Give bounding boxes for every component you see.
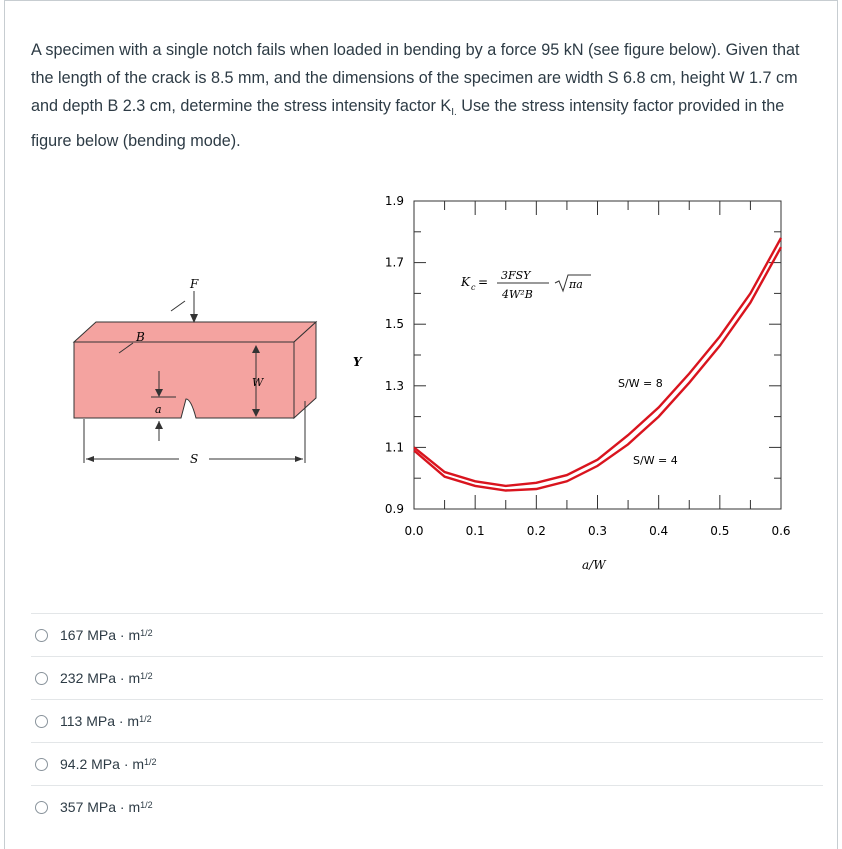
chart-ticks — [414, 201, 781, 509]
answer-list — [31, 613, 823, 828]
x-tick-label: 0.3 — [587, 524, 608, 538]
formula-lhs-sub: c — [471, 283, 476, 292]
answer-exponent: 1/2 — [140, 671, 153, 681]
radio-button[interactable] — [35, 758, 48, 771]
answer-exponent: 1/2 — [144, 757, 157, 767]
radio-button[interactable] — [35, 672, 48, 685]
curve-label-8: S/W = 8 — [618, 377, 663, 390]
answer-value: 232 MPa · m — [60, 670, 141, 686]
chart-x-tick-labels — [404, 524, 790, 538]
question-subscript: I. — [451, 107, 457, 119]
label-F: F — [190, 277, 199, 291]
question-text-part2: Use the stress intensity factor provided in the figure below (bending mode). — [31, 97, 785, 151]
question-text — [31, 36, 821, 155]
answer-value: 357 MPa · m — [60, 799, 141, 815]
answer-exponent: 1/2 — [140, 628, 153, 638]
question-card — [4, 0, 838, 849]
x-tick-label: 0.5 — [710, 524, 730, 538]
y-tick-label: 1.9 — [384, 194, 404, 208]
label-S: S — [190, 452, 199, 466]
specimen-diagram — [74, 277, 316, 466]
answer-value: 94.2 MPa · m — [60, 756, 145, 772]
label-B: B — [136, 330, 145, 344]
formula — [460, 269, 591, 301]
answer-option-1[interactable] — [31, 613, 823, 656]
label-a: a — [155, 403, 162, 416]
answer-value: 113 MPa · m — [60, 713, 140, 729]
answer-option-2[interactable] — [31, 656, 823, 699]
answer-option-3[interactable] — [31, 699, 823, 742]
formula-denominator: 4W²B — [502, 288, 533, 301]
x-tick-label: 0.4 — [649, 524, 669, 538]
chart-y-tick-labels — [385, 194, 404, 516]
label-W: W — [252, 376, 264, 389]
curve-label-4: S/W = 4 — [633, 454, 678, 467]
formula-lhs: K — [461, 275, 470, 289]
x-tick-label: 0.2 — [526, 524, 546, 538]
x-tick-label: 0.1 — [465, 524, 485, 538]
formula-root: πa — [569, 278, 583, 291]
x-tick-label: 0.6 — [771, 524, 791, 538]
answer-value: 167 MPa · m — [60, 627, 141, 643]
y-tick-label: 1.7 — [384, 255, 404, 270]
x-axis-label: a/W — [582, 558, 606, 572]
answer-exponent: 1/2 — [140, 800, 153, 810]
radio-button[interactable] — [35, 801, 48, 814]
y-tick-label: 1.1 — [384, 440, 404, 455]
y-axis-label: Y — [353, 355, 362, 369]
formula-equals: = — [478, 275, 489, 289]
radio-button[interactable] — [35, 715, 48, 728]
x-tick-label: 0.0 — [404, 524, 424, 538]
answer-option-5[interactable] — [31, 785, 823, 828]
answer-option-4[interactable] — [31, 742, 823, 785]
y-tick-label: 1.3 — [384, 378, 404, 393]
figure — [5, 181, 839, 581]
y-tick-label: 1.5 — [384, 317, 404, 332]
formula-numerator: 3FSY — [501, 269, 531, 282]
question-text-part1: A specimen with a single notch fails when loaded in bending by a force 95 kN (see figure below). Given that the length of the crack is 8.5 mm, and the dimensions of the specimen are width S 6.8 cm, height W 1.7 cm and depth B 2.3 cm, determine the stress intensity factor K — [31, 41, 800, 115]
answer-exponent: 1/2 — [139, 714, 152, 724]
y-tick-label: 0.9 — [384, 502, 404, 516]
chart-plot-area — [414, 201, 781, 509]
radio-button[interactable] — [35, 629, 48, 642]
